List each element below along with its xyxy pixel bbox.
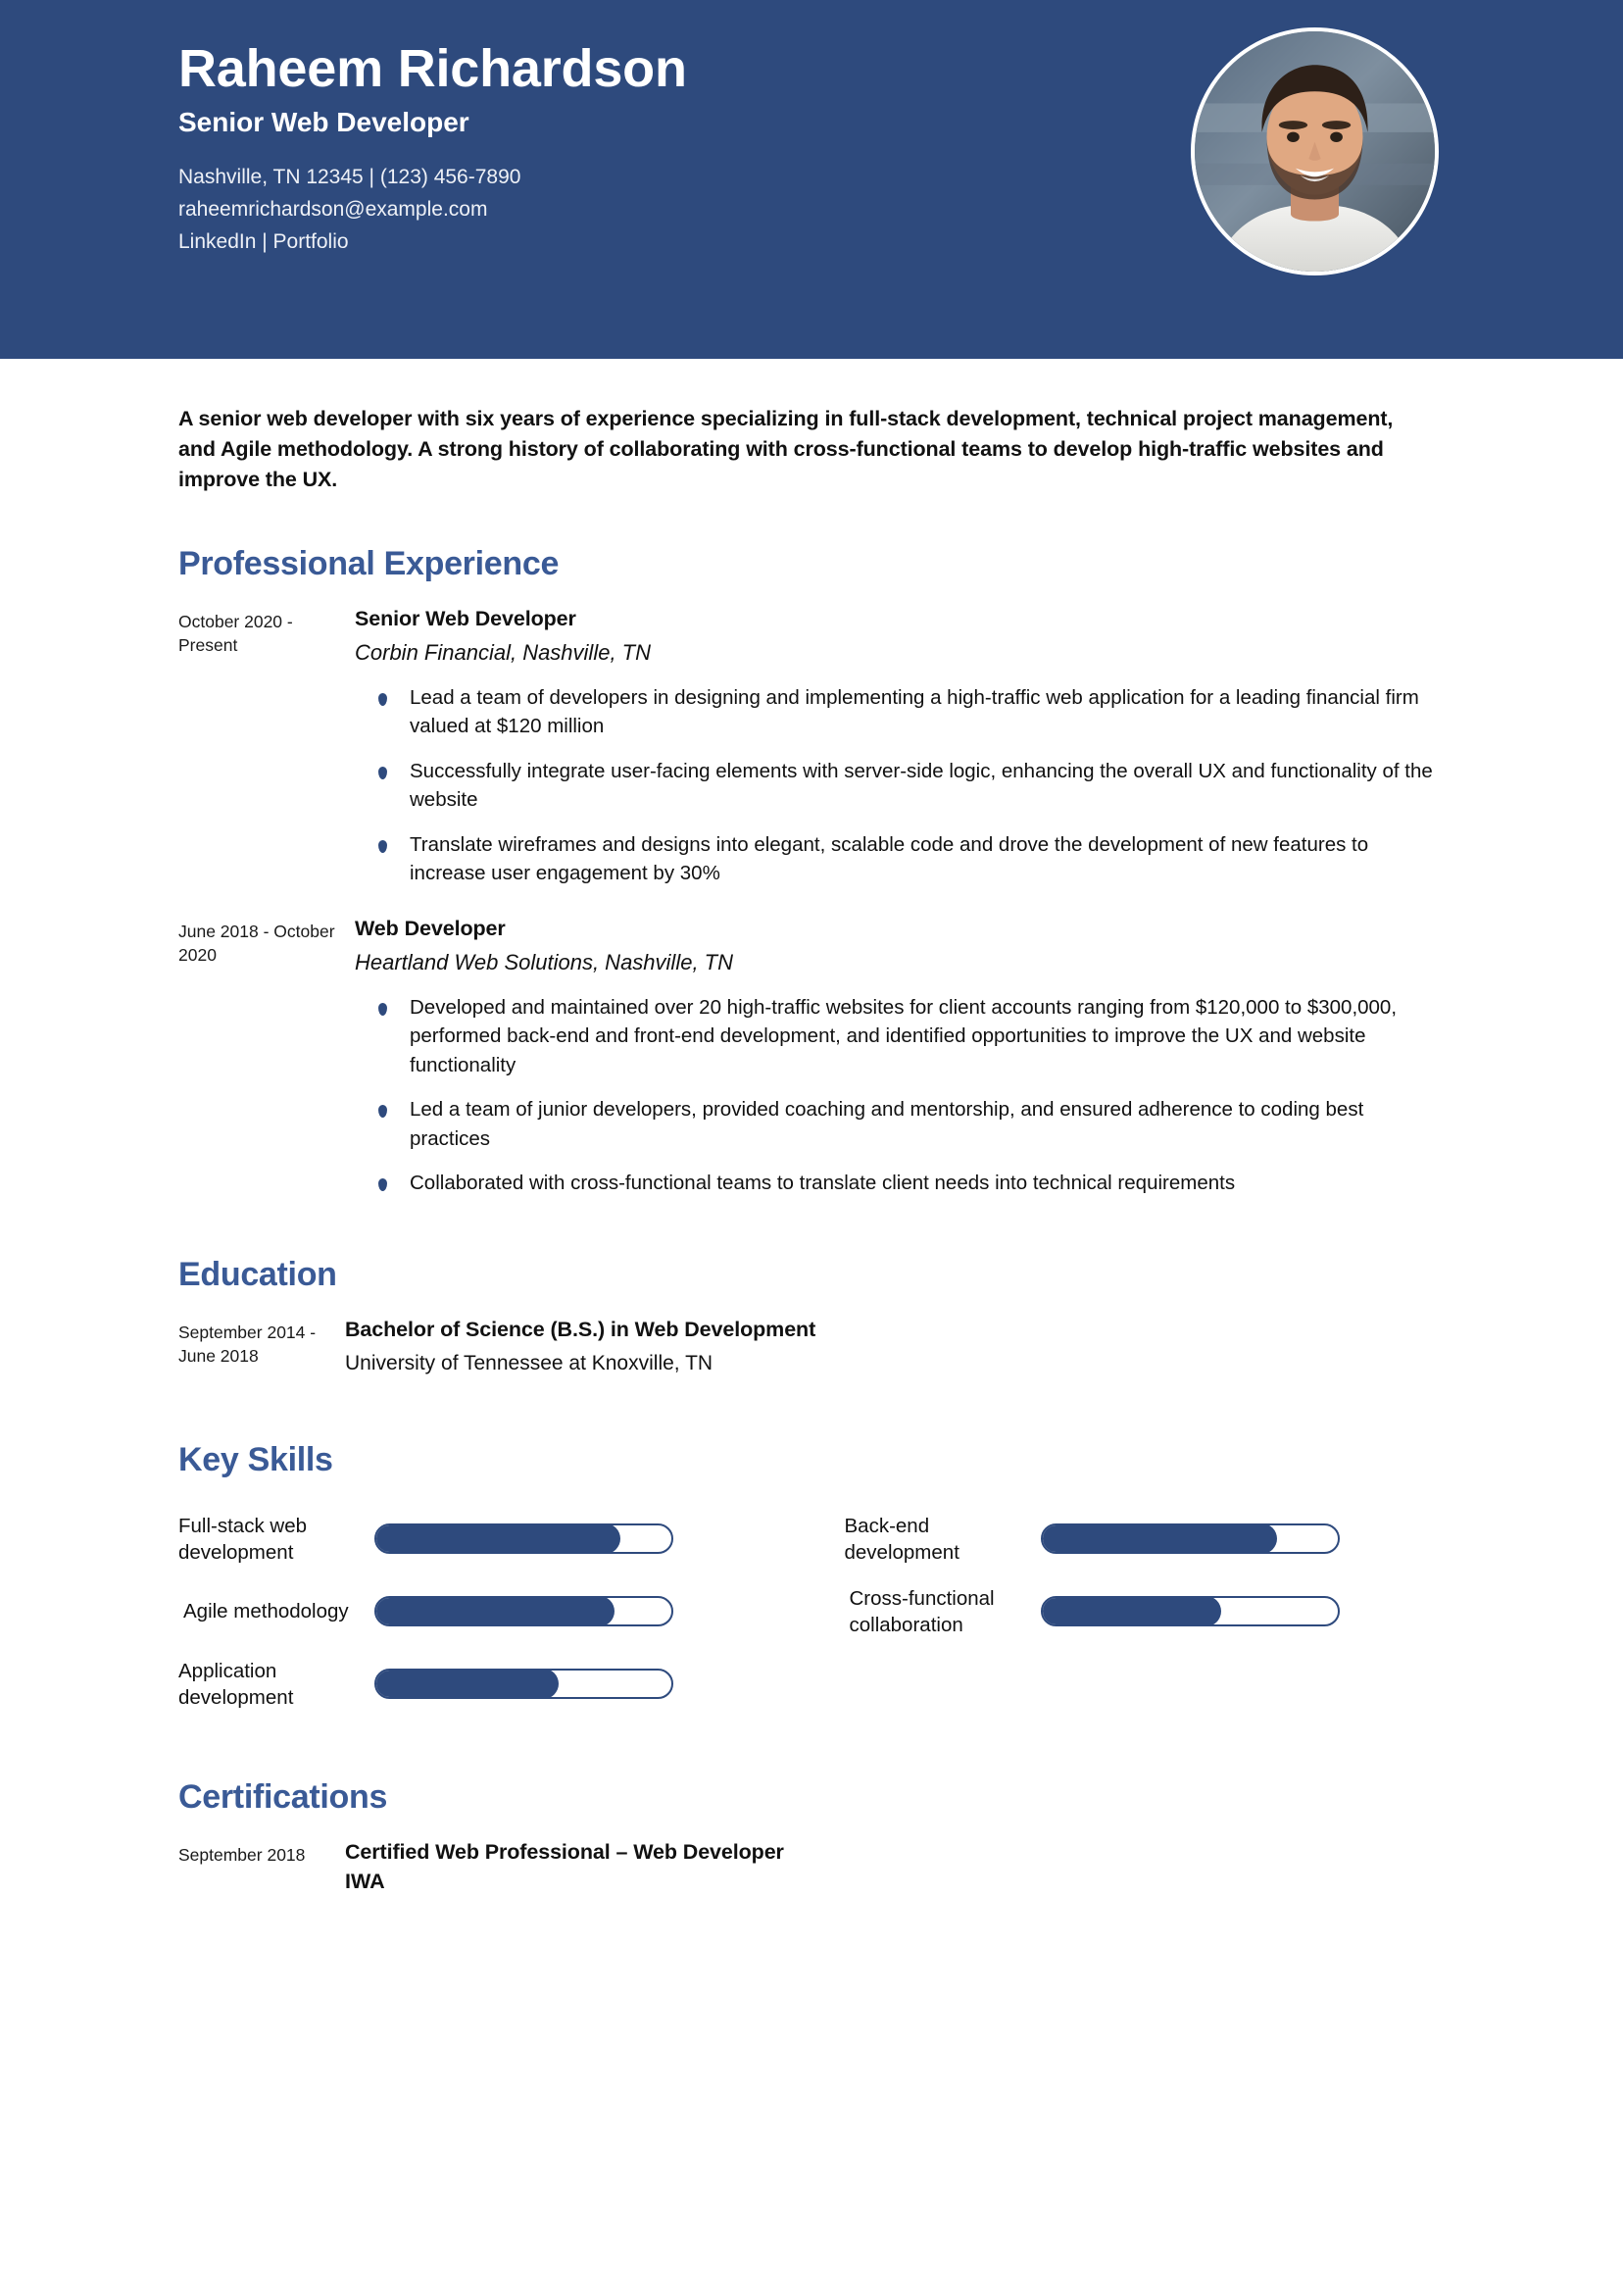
skills-grid: [178, 1503, 1442, 1721]
experience-entry-role: Senior Web Developer: [355, 607, 576, 631]
skill-label: Agile methodology: [183, 1600, 349, 1623]
diamond-bullet-icon: [378, 840, 387, 853]
diamond-bullet-icon: [378, 693, 387, 706]
section-experience: [178, 546, 1442, 1198]
contact-location-phone: Nashville, TN 12345 | (123) 456-7890: [178, 166, 521, 189]
skill-label: Application development: [178, 1659, 294, 1709]
skill-row: [178, 1648, 776, 1721]
list-item: [376, 993, 1442, 1080]
avatar: [1191, 27, 1439, 275]
education-entry-degree: Bachelor of Science (B.S.) in Web Development: [345, 1318, 816, 1342]
list-item-text: Successfully integrate user-facing elements with server-side logic, enhancing the overall UX and functionality of the website: [410, 759, 1433, 812]
experience-entry-bullets: [355, 993, 1442, 1198]
experience-entry-date: June 2018 - October 2020: [178, 921, 335, 966]
experience-entry-body: [355, 606, 1442, 888]
skill-progress-fill: [374, 1669, 559, 1699]
skill-progress-bar: [374, 1523, 673, 1554]
experience-entry-company: Corbin Financial, Nashville, TN: [355, 640, 651, 666]
list-item-text: Led a team of junior developers, provided coaching and mentorship, and ensured adherence to coding best practices: [410, 1098, 1364, 1150]
section-skills: [178, 1442, 1442, 1720]
diamond-bullet-icon: [378, 1178, 387, 1191]
section-title-skills: Key Skills: [178, 1441, 333, 1479]
diamond-bullet-icon: [378, 1003, 387, 1016]
skill-progress-fill: [1041, 1596, 1222, 1626]
skill-row: [845, 1575, 1443, 1648]
education-entry: [178, 1317, 1442, 1377]
section-certifications: [178, 1779, 1442, 1896]
skill-progress-fill: [374, 1596, 615, 1626]
experience-entry-company: Heartland Web Solutions, Nashville, TN: [355, 949, 733, 974]
certification-entry-issuer: IWA: [345, 1870, 385, 1894]
experience-entry: [178, 916, 1442, 1198]
skill-label: Back-end development: [844, 1514, 959, 1564]
header-text-block: [178, 39, 1119, 259]
skill-progress-bar: [374, 1596, 673, 1626]
experience-entry-body: [355, 916, 1442, 1198]
section-education: [178, 1257, 1442, 1378]
list-item: [376, 830, 1442, 888]
certification-entry-body: [345, 1839, 1442, 1896]
certification-entry-date: September 2018: [178, 1845, 306, 1866]
section-title-experience: Professional Experience: [178, 544, 560, 582]
resume-body: [0, 404, 1623, 1896]
list-item: [376, 757, 1442, 815]
list-item: [376, 1095, 1442, 1153]
list-item-text: Translate wireframes and designs into elegant, scalable code and drove the development of new features to increase user engagement by 30%: [410, 832, 1369, 885]
skill-row: [178, 1575, 776, 1648]
skill-progress-fill: [374, 1523, 620, 1554]
contact-email[interactable]: raheemrichardson@example.com: [178, 198, 488, 222]
list-item-text: Lead a team of developers in designing and implementing a high-traffic web application for a leading financial firm valued at $120 million: [410, 685, 1419, 738]
list-item-text: Developed and maintained over 20 high-traffic websites for client accounts ranging from $120,000 to $300,000, performed back-end and front-end development, and identified opportunities to improve the UX and website functionality: [410, 995, 1398, 1076]
diamond-bullet-icon: [378, 767, 387, 779]
experience-entry-role: Web Developer: [355, 916, 506, 940]
section-title-certifications: Certifications: [178, 1777, 388, 1816]
education-entry-date: September 2014 - June 2018: [178, 1323, 317, 1367]
list-item: [376, 683, 1442, 741]
contact-block: [178, 161, 1119, 259]
skill-label: Full-stack web development: [178, 1514, 308, 1564]
skill-progress-bar: [374, 1669, 673, 1699]
experience-entry: [178, 606, 1442, 888]
education-entry-body: [345, 1317, 1442, 1377]
experience-entry-bullets: [355, 683, 1442, 888]
professional-summary: A senior web developer with six years of experience specializing in full-stack development, technical project management, and Agile methodology. A strong history of collaborating with cross-functional teams to develop high-traffic websites and improve the UX.: [178, 407, 1394, 491]
certification-entry-name: Certified Web Professional – Web Developer: [345, 1840, 784, 1865]
skill-row: [178, 1503, 776, 1575]
header-job-title: Senior Web Developer: [178, 107, 469, 138]
list-item: [376, 1169, 1442, 1198]
contact-links[interactable]: LinkedIn | Portfolio: [178, 230, 349, 254]
page-title: Raheem Richardson: [178, 39, 687, 98]
avatar-photo: [1195, 31, 1435, 272]
section-title-education: Education: [178, 1255, 337, 1293]
experience-entry-date: October 2020 - Present: [178, 612, 293, 656]
education-entry-school: University of Tennessee at Knoxville, TN: [345, 1352, 713, 1375]
resume-header: [0, 0, 1623, 359]
list-item-text: Collaborated with cross-functional teams to translate client needs into technical requirements: [410, 1172, 1236, 1195]
skill-row: [845, 1503, 1443, 1575]
skill-progress-bar: [1041, 1596, 1340, 1626]
diamond-bullet-icon: [378, 1105, 387, 1118]
skill-label: Cross-functional collaboration: [849, 1586, 995, 1636]
certification-entry: [178, 1839, 1442, 1896]
skill-progress-bar: [1041, 1523, 1340, 1554]
skill-progress-fill: [1041, 1523, 1278, 1554]
